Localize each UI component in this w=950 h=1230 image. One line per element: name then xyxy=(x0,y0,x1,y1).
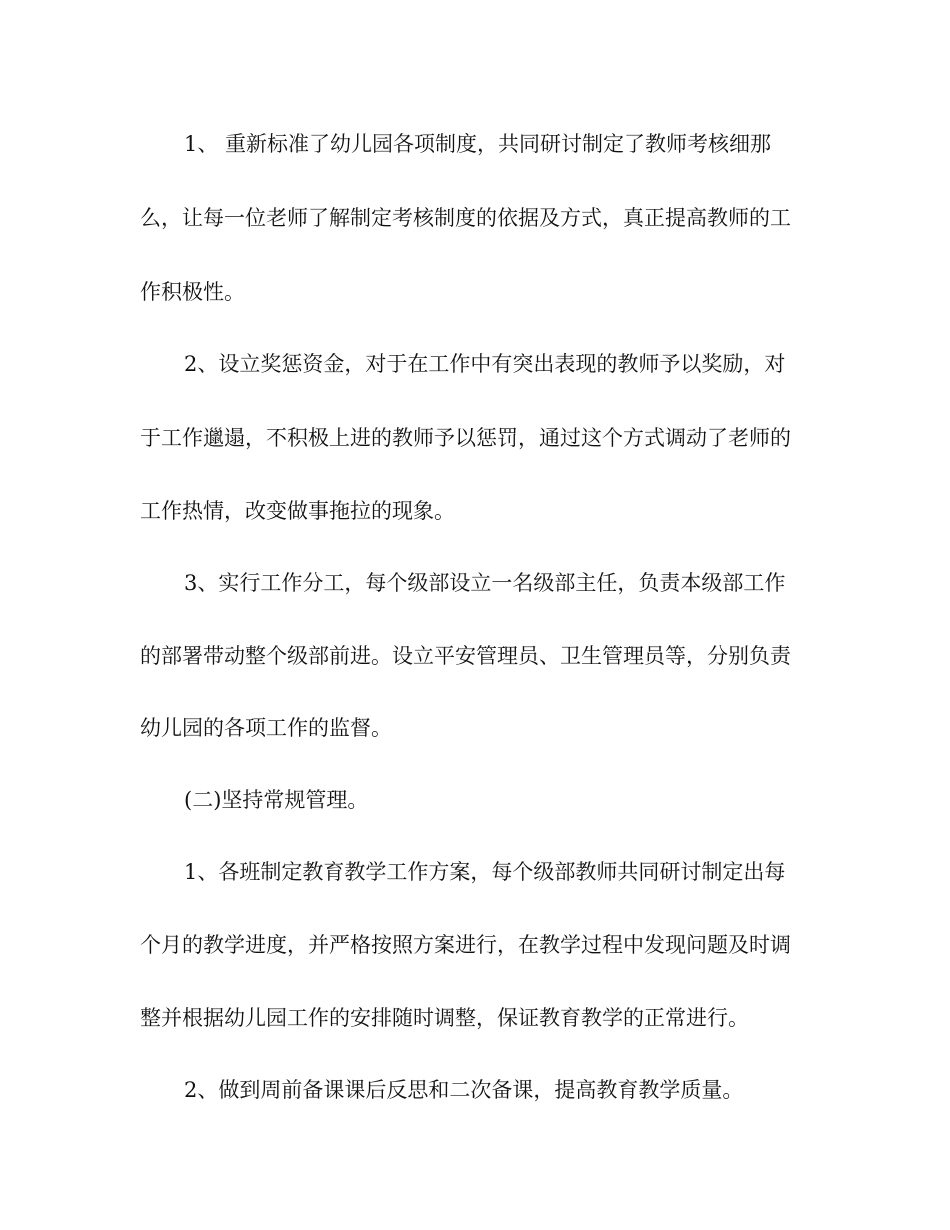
text-line: 工作热情，改变做事拖拉的现象。 xyxy=(140,499,455,523)
text-line: 2、设立奖惩资金，对于在工作中有突出表现的教师予以奖励，对 xyxy=(184,352,786,376)
text-line: 1、 重新标准了幼儿园各项制度，共同研讨制定了教师考核细那 xyxy=(184,132,772,156)
section-heading: (二)坚持常规管理。 xyxy=(184,788,369,812)
text-line: 1、各班制定教育教学工作方案，每个级部教师共同研讨制定出每 xyxy=(184,860,786,884)
text-line: 3、实行工作分工，每个级部设立一名级部主任，负责本级部工作 xyxy=(184,571,786,595)
text-line: 2、做到周前备课课后反思和二次备课，提高教育教学质量。 xyxy=(184,1078,744,1102)
text-line: 幼儿园的各项工作的监督。 xyxy=(140,716,392,740)
text-line: 整并根据幼儿园工作的安排随时调整，保证教育教学的正常进行。 xyxy=(140,1006,749,1030)
text-line: 的部署带动整个级部前进。设立平安管理员、卫生管理员等，分别负责 xyxy=(140,644,791,668)
text-line: 于工作邋遢，不积极上进的教师予以惩罚，通过这个方式调动了老师的 xyxy=(140,426,791,450)
text-line: 个月的教学进度，并严格按照方案进行，在教学过程中发现问题及时调 xyxy=(140,933,791,957)
text-line: 作积极性。 xyxy=(140,280,245,304)
text-line: 么，让每一位老师了解制定考核制度的依据及方式，真正提高教师的工 xyxy=(140,206,791,230)
